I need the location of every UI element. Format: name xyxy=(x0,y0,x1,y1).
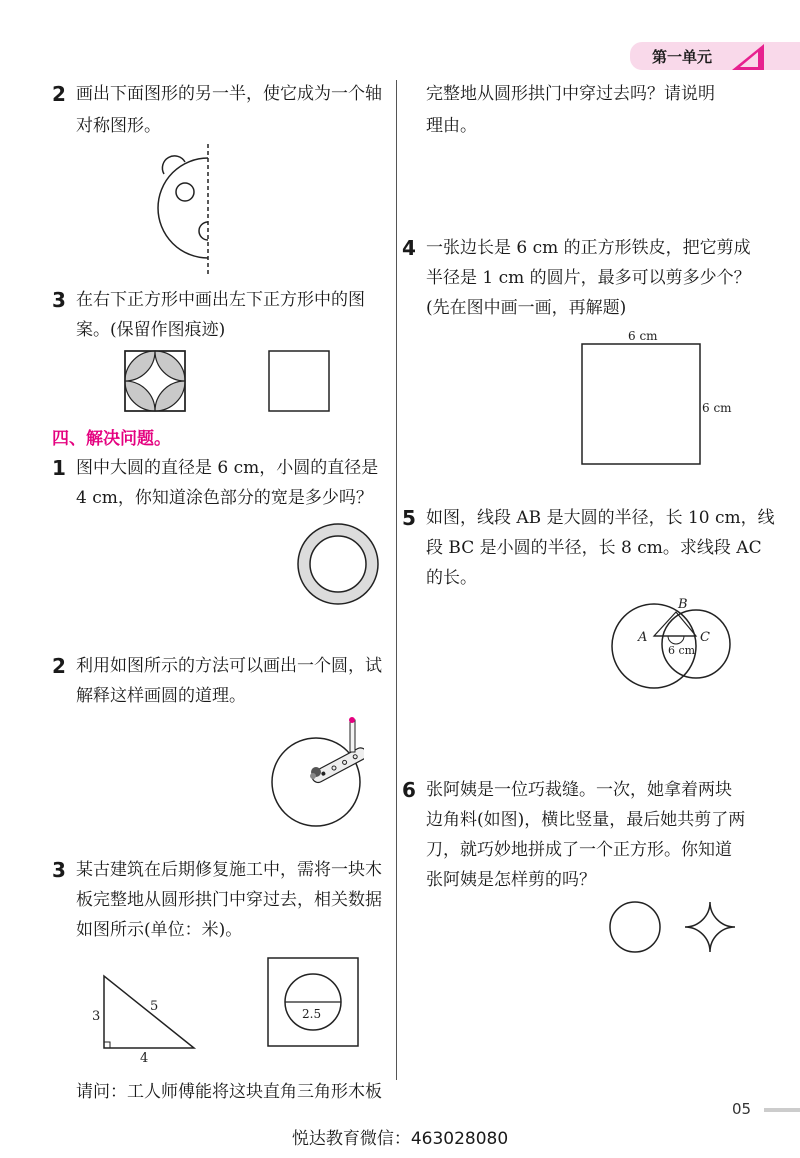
question-number: 3 xyxy=(52,288,66,312)
question-text: 图中大圆的直径是 6 cm，小圆的直径是 xyxy=(76,458,379,478)
question-text: 张阿姨是怎样剪的吗？ xyxy=(426,870,596,890)
question-text: 解释这样画圆的道理。 xyxy=(76,686,246,706)
question-text: 板完整地从圆形拱门中穿过去，相关数据 xyxy=(76,890,382,910)
two-circles-figure xyxy=(606,594,734,696)
question-number: 3 xyxy=(52,858,66,882)
question-text: 的长。 xyxy=(426,568,477,588)
triangle-side-3: 3 xyxy=(92,1009,101,1024)
point-a-label: A xyxy=(638,630,648,645)
half-panda-figure xyxy=(150,140,230,280)
question-number: 1 xyxy=(52,456,66,480)
question-text: 理由。 xyxy=(426,116,477,136)
question-text: 完整地从圆形拱门中穿过去吗？请说明 xyxy=(426,84,715,104)
segment-label: 6 cm xyxy=(668,644,696,657)
footer-text: 悦达教育微信：463028080 xyxy=(291,1129,509,1149)
question-text: 刀，就巧妙地拼成了一个正方形。你知道 xyxy=(426,840,732,860)
question-number: 2 xyxy=(52,654,66,678)
question-text: 请问：工人师傅能将这块直角三角形木板 xyxy=(76,1082,382,1102)
question-text: 边角料(如图)，横比竖量，最后她共剪了两 xyxy=(426,810,746,830)
question-text: 某古建筑在后期修复施工中，需将一块木 xyxy=(76,860,382,880)
unit-tab xyxy=(630,42,800,70)
iron-sheet-square-figure[interactable] xyxy=(576,326,736,470)
square-top-label: 6 cm xyxy=(628,329,658,343)
pattern-square-figure xyxy=(124,350,188,412)
scrap-pieces-figure xyxy=(606,900,740,956)
right-triangle-board-figure xyxy=(86,968,206,1064)
question-text: 张阿姨是一位巧裁缝。一次，她拿着两块 xyxy=(426,780,732,800)
column-divider xyxy=(396,80,397,1080)
circular-arch-figure xyxy=(266,956,362,1050)
question-number: 6 xyxy=(402,778,416,802)
page-number-bar xyxy=(764,1108,800,1112)
ruler-triangle-icon xyxy=(728,40,768,74)
arch-diameter-label: 2.5 xyxy=(302,1007,322,1021)
point-c-label: C xyxy=(700,630,710,645)
question-text: (先在图中画一画，再解题) xyxy=(426,298,627,318)
question-text: 在右下正方形中画出左下正方形中的图 xyxy=(76,290,365,310)
section-title: 四、解决问题。 xyxy=(52,429,171,449)
point-b-label: B xyxy=(678,597,688,612)
question-number: 4 xyxy=(402,236,416,260)
question-text: 如图，线段 AB 是大圆的半径，长 10 cm，线 xyxy=(426,508,775,528)
question-text: 画出下面图形的另一半，使它成为一个轴 xyxy=(76,84,382,104)
question-text: 4 cm，你知道涂色部分的宽是多少吗？ xyxy=(76,488,373,508)
question-text: 如图所示(单位：米)。 xyxy=(76,920,243,940)
triangle-side-4: 4 xyxy=(140,1051,149,1064)
ring-figure xyxy=(296,522,382,608)
square-side-label: 6 cm xyxy=(702,401,732,415)
question-text: 对称图形。 xyxy=(76,116,161,136)
triangle-side-5: 5 xyxy=(150,999,159,1014)
question-number: 5 xyxy=(402,506,416,530)
question-text: 利用如图所示的方法可以画出一个圆，试 xyxy=(76,656,382,676)
empty-square-figure[interactable] xyxy=(268,350,332,412)
question-text: 案。(保留作图痕迹) xyxy=(76,320,226,340)
question-text: 一张边长是 6 cm 的正方形铁皮，把它剪成 xyxy=(426,238,751,258)
question-text: 半径是 1 cm 的圆片，最多可以剪多少个？ xyxy=(426,268,751,288)
question-text: 段 BC 是小圆的半径，长 8 cm。求线段 AC xyxy=(426,538,762,558)
unit-label: 第一单元 xyxy=(652,48,713,66)
page-number: 05 xyxy=(732,1100,752,1118)
question-number: 2 xyxy=(52,82,66,106)
circle-drawing-tool-figure xyxy=(268,714,364,828)
